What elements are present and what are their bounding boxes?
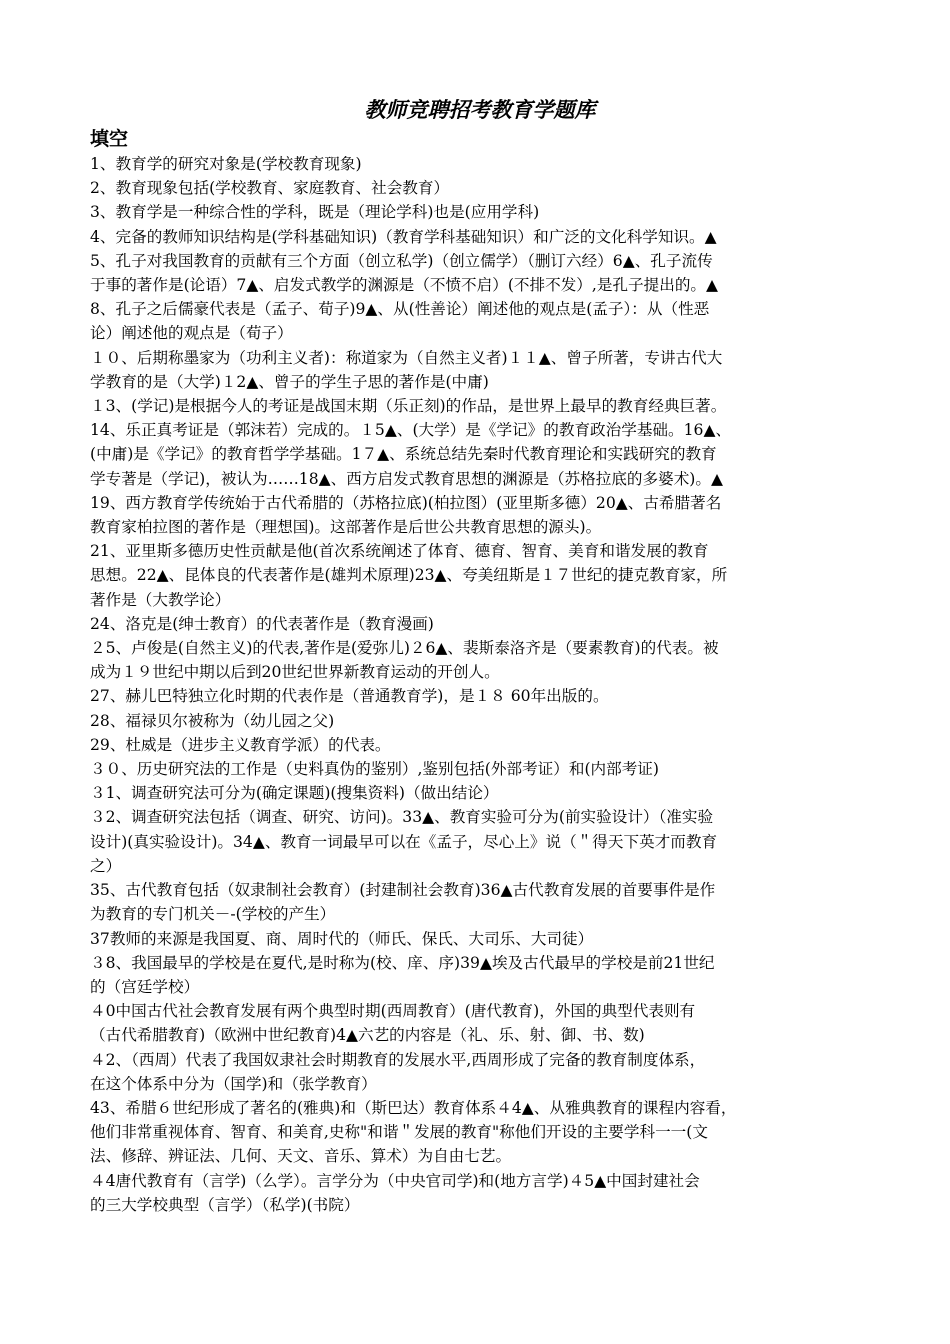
text-line: 28、福禄贝尔被称为（幼儿园之父) <box>90 711 335 730</box>
text-line: 29、杜威是（进步主义教育学派）的代表。 <box>90 735 391 754</box>
text-line: ３8、我国最早的学校是在夏代,是时称为(校、庠、序)39▲埃及古代最早的学校是前21世纪 <box>90 953 715 972</box>
text-line: 成为１９世纪中期以后到20世纪世界新教育运动的开创人。 <box>90 663 500 682</box>
document-body <box>90 152 870 1217</box>
text-line: 为教育的专门机关－-(学校的产生） <box>90 905 336 924</box>
text-line: 设计)(真实验设计)。34▲、教育一词最早可以在《孟子，尽心上》说（＂得天下英才而教育 <box>90 832 718 851</box>
text-line: ３０、历史研究法的工作是（史料真伪的鉴别）,鉴别包括(外部考证）和(内部考证) <box>90 760 659 779</box>
text-line: 学教育的是（大学)１2▲、曾子的学生子思的著作是(中庸) <box>90 372 489 391</box>
text-line: 21、亚里斯多德历史性贡献是他(首次系统阐述了体育、德育、智育、美育和谐发展的教育 <box>90 542 709 561</box>
text-line: 他们非常重视体育、智育、和美育,史称"和谐＂发展的教育"称他们开设的主要学科一一(文 <box>90 1123 708 1142</box>
text-line: 37教师的来源是我国夏、商、周时代的（师氏、保氏、大司乐、大司徒） <box>90 929 594 948</box>
text-line: 于事的著作是(论语）7▲、启发式教学的渊源是（不愤不启）(不排不发）,是孔子提出的。▲ <box>90 276 718 295</box>
text-line: ２5、卢俊是(自然主义)的代表,著作是(爱弥儿)２6▲、裴斯泰洛齐是（要素教育)的代表。被 <box>90 639 719 658</box>
text-line: 论）阐述他的观点是（荀子） <box>90 324 293 343</box>
text-line: （古代希腊教育)（欧洲中世纪教育)4▲六艺的内容是（礼、乐、射、御、书、数) <box>90 1026 645 1045</box>
text-line: 2、教育现象包括(学校教育、家庭教育、社会教育） <box>90 179 450 198</box>
text-line: 学专著是（学记)，被认为……18▲、西方启发式教育思想的渊源是（苏格拉底的多婆术)。▲ <box>90 469 723 488</box>
text-line: 8、孔子之后儒豪代表是（孟子、荀子)9▲、从(性善论）阐述他的观点是(孟子）：从（性恶 <box>90 300 710 319</box>
text-line: ３2、调查研究法包括（调查、研究、访问)。33▲、教育实验可分为(前实验设计）（准实验 <box>90 808 714 827</box>
text-line: 的三大学校典型（言学）（私学)(书院） <box>90 1195 360 1214</box>
text-line: ４4唐代教育有（言学)（么学）。言学分为（中央官司学)和(地方言学)４5▲中国封建社会 <box>90 1171 700 1190</box>
text-line: ４2、（西周）代表了我国奴隶社会时期教育的发展水平,西周形成了完备的教育制度体系， <box>90 1050 706 1069</box>
document-page <box>90 96 870 1217</box>
text-line: 1、教育学的研究对象是(学校教育现象) <box>90 155 362 173</box>
text-line: 5、孔子对我国教育的贡献有三个方面（创立私学)（创立儒学）（删订六经）6▲、孔子流传 <box>90 251 713 270</box>
text-line: 思想。22▲、昆体良的代表著作是(雄判术原理)23▲、夸美纽斯是１７世纪的捷克教育家，所 <box>90 566 728 585</box>
text-line: 43、希腊６世纪形成了著名的(雅典)和（斯巴达）教育体系４4▲、从雅典教育的课程内容看， <box>90 1098 737 1117</box>
text-line: ３1、调查研究法可分为(确定课题)(搜集资料)（做出结论） <box>90 784 499 803</box>
text-line: 3、教育学是一种综合性的学科，既是（理论学科)也是(应用学科) <box>90 203 540 222</box>
text-line: 教育家柏拉图的著作是（理想国)。这部著作是后世公共教育思想的源头)。 <box>90 518 602 537</box>
text-line: 4、完备的教师知识结构是(学科基础知识)（教育学科基础知识）和广泛的文化科学知识。▲ <box>90 227 717 246</box>
text-line: 在这个体系中分为（国学)和（张学教育） <box>90 1074 377 1093</box>
text-line: 19、西方教育学传统始于古代希腊的（苏格拉底)(柏拉图）(亚里斯多德）20▲、古希腊著名 <box>90 493 722 512</box>
text-line: 27、赫儿巴特独立化时期的代表作是（普通教育学)，是１８ 60年出版的。 <box>90 687 609 706</box>
text-line: 著作是（大教学论） <box>90 590 231 609</box>
text-line: 14、乐正真考证是（郭沫若）完成的。１5▲、(大学）是《学记》的教育政治学基础。16▲、 <box>90 421 732 440</box>
text-line: １０、后期称墨家为（功利主义者)：称道家为（自然主义者)１１▲、曾子所著，专讲古代大 <box>90 348 723 367</box>
text-line: 法、修辞、辨证法、几何、天文、音乐、算术）为自由七艺。 <box>90 1147 512 1166</box>
text-line: ４0中国古代社会教育发展有两个典型时期(西周教育）(唐代教育)，外国的典型代表则有 <box>90 1002 696 1021</box>
text-line: 24、洛克是(绅士教育）的代表著作是（教育漫画) <box>90 614 434 633</box>
document-title: 教师竞聘招考教育学题库 <box>364 98 596 122</box>
section-heading: 填空 <box>90 128 129 150</box>
text-line: １3、(学记)是根据今人的考证是战国末期（乐正刻)的作品，是世界上最早的教育经典巨著。 <box>90 397 727 416</box>
text-line: 的（宫廷学校） <box>90 977 200 996</box>
text-line: (中庸)是《学记》的教育哲学学基础。1７▲、系统总结先秦时代教育理论和实践研究的教育 <box>90 445 717 464</box>
text-line: 35、古代教育包括（奴隶制社会教育）(封建制社会教育)36▲古代教育发展的首要事件是作 <box>90 881 716 900</box>
text-line: 之） <box>90 856 122 875</box>
